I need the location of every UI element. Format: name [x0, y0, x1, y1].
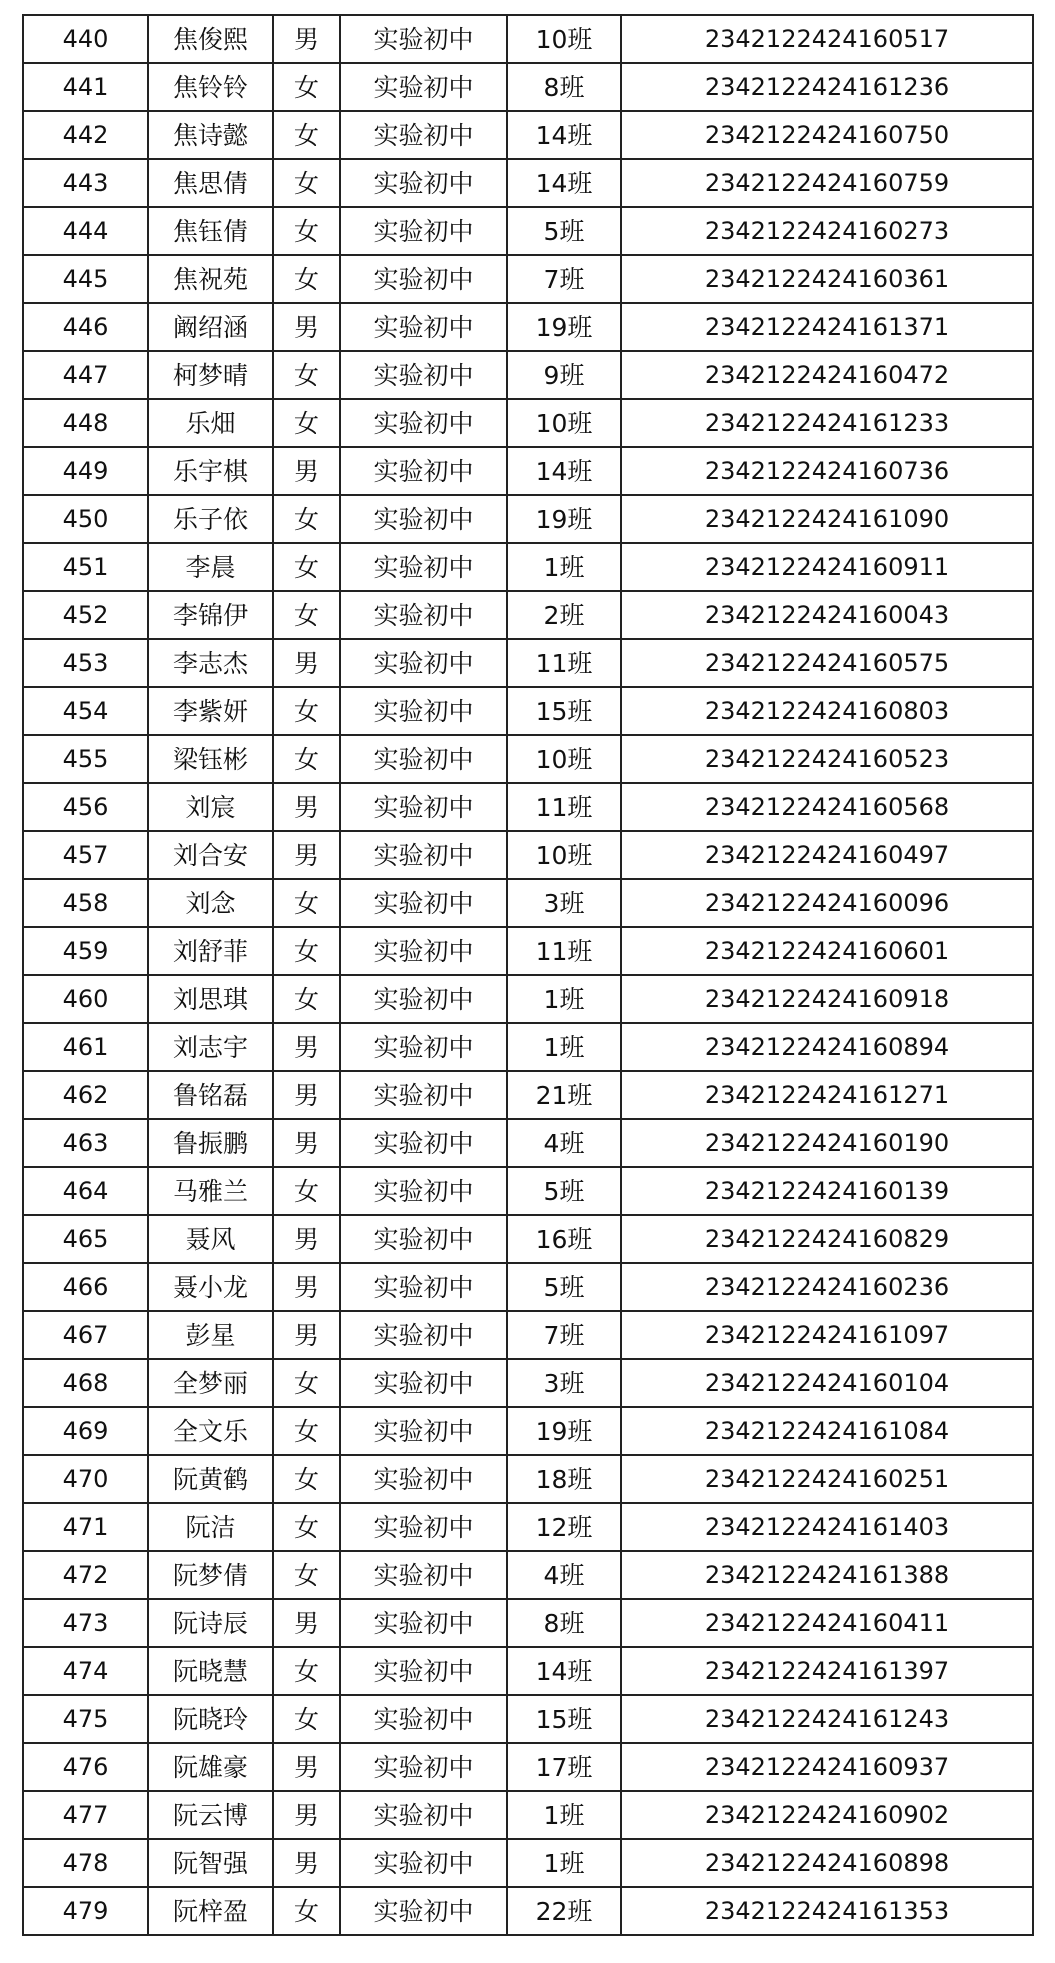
- student-name-cell: 全文乐: [148, 1407, 273, 1455]
- table-row: [23, 447, 1033, 495]
- school-cell: 实验初中: [340, 1647, 507, 1695]
- class-cell: 1班: [507, 543, 621, 591]
- roster-body: [23, 15, 1033, 1935]
- table-row: [23, 1551, 1033, 1599]
- student-name-cell: 柯梦晴: [148, 351, 273, 399]
- student-roster-table: [22, 14, 1034, 1936]
- table-row: [23, 399, 1033, 447]
- student-id-cell: 2342122424160918: [621, 975, 1033, 1023]
- student-id-cell: 2342122424160273: [621, 207, 1033, 255]
- row-number-cell: 479: [23, 1887, 148, 1935]
- row-number-cell: 460: [23, 975, 148, 1023]
- student-id-cell: 2342122424161403: [621, 1503, 1033, 1551]
- table-row: [23, 159, 1033, 207]
- class-cell: 8班: [507, 1599, 621, 1647]
- student-name-cell: 李晨: [148, 543, 273, 591]
- student-name-cell: 阮晓慧: [148, 1647, 273, 1695]
- gender-cell: 男: [273, 1023, 340, 1071]
- student-name-cell: 阮黄鹤: [148, 1455, 273, 1503]
- student-id-cell: 2342122424160411: [621, 1599, 1033, 1647]
- table-row: [23, 1839, 1033, 1887]
- student-id-cell: 2342122424160575: [621, 639, 1033, 687]
- school-cell: 实验初中: [340, 303, 507, 351]
- student-name-cell: 阮梓盈: [148, 1887, 273, 1935]
- student-id-cell: 2342122424161397: [621, 1647, 1033, 1695]
- table-row: [23, 1311, 1033, 1359]
- student-roster-page: [22, 14, 1032, 1936]
- class-cell: 4班: [507, 1551, 621, 1599]
- class-cell: 4班: [507, 1119, 621, 1167]
- row-number-cell: 461: [23, 1023, 148, 1071]
- student-name-cell: 刘思琪: [148, 975, 273, 1023]
- table-row: [23, 1407, 1033, 1455]
- table-row: [23, 543, 1033, 591]
- table-row: [23, 63, 1033, 111]
- student-name-cell: 焦诗懿: [148, 111, 273, 159]
- class-cell: 14班: [507, 1647, 621, 1695]
- school-cell: 实验初中: [340, 879, 507, 927]
- school-cell: 实验初中: [340, 399, 507, 447]
- class-cell: 22班: [507, 1887, 621, 1935]
- gender-cell: 男: [273, 447, 340, 495]
- school-cell: 实验初中: [340, 447, 507, 495]
- school-cell: 实验初中: [340, 591, 507, 639]
- gender-cell: 男: [273, 1839, 340, 1887]
- table-row: [23, 495, 1033, 543]
- row-number-cell: 467: [23, 1311, 148, 1359]
- table-row: [23, 879, 1033, 927]
- gender-cell: 女: [273, 879, 340, 927]
- row-number-cell: 452: [23, 591, 148, 639]
- class-cell: 21班: [507, 1071, 621, 1119]
- class-cell: 10班: [507, 15, 621, 63]
- row-number-cell: 445: [23, 255, 148, 303]
- gender-cell: 男: [273, 1119, 340, 1167]
- row-number-cell: 473: [23, 1599, 148, 1647]
- school-cell: 实验初中: [340, 927, 507, 975]
- gender-cell: 女: [273, 1551, 340, 1599]
- school-cell: 实验初中: [340, 1455, 507, 1503]
- gender-cell: 女: [273, 543, 340, 591]
- class-cell: 14班: [507, 447, 621, 495]
- student-id-cell: 2342122424160911: [621, 543, 1033, 591]
- school-cell: 实验初中: [340, 1503, 507, 1551]
- class-cell: 9班: [507, 351, 621, 399]
- class-cell: 19班: [507, 1407, 621, 1455]
- class-cell: 16班: [507, 1215, 621, 1263]
- class-cell: 1班: [507, 1839, 621, 1887]
- row-number-cell: 477: [23, 1791, 148, 1839]
- class-cell: 10班: [507, 399, 621, 447]
- row-number-cell: 447: [23, 351, 148, 399]
- student-id-cell: 2342122424160894: [621, 1023, 1033, 1071]
- class-cell: 3班: [507, 879, 621, 927]
- student-id-cell: 2342122424161271: [621, 1071, 1033, 1119]
- student-name-cell: 梁钰彬: [148, 735, 273, 783]
- school-cell: 实验初中: [340, 1359, 507, 1407]
- gender-cell: 女: [273, 1167, 340, 1215]
- school-cell: 实验初中: [340, 543, 507, 591]
- student-name-cell: 彭星: [148, 1311, 273, 1359]
- class-cell: 5班: [507, 1263, 621, 1311]
- row-number-cell: 441: [23, 63, 148, 111]
- student-id-cell: 2342122424160361: [621, 255, 1033, 303]
- student-id-cell: 2342122424160750: [621, 111, 1033, 159]
- class-cell: 17班: [507, 1743, 621, 1791]
- table-row: [23, 1599, 1033, 1647]
- student-name-cell: 鲁铭磊: [148, 1071, 273, 1119]
- gender-cell: 女: [273, 63, 340, 111]
- student-id-cell: 2342122424160497: [621, 831, 1033, 879]
- row-number-cell: 457: [23, 831, 148, 879]
- student-id-cell: 2342122424161353: [621, 1887, 1033, 1935]
- student-id-cell: 2342122424161236: [621, 63, 1033, 111]
- row-number-cell: 446: [23, 303, 148, 351]
- school-cell: 实验初中: [340, 831, 507, 879]
- student-id-cell: 2342122424160523: [621, 735, 1033, 783]
- student-name-cell: 刘志宇: [148, 1023, 273, 1071]
- gender-cell: 女: [273, 687, 340, 735]
- row-number-cell: 443: [23, 159, 148, 207]
- gender-cell: 女: [273, 111, 340, 159]
- student-id-cell: 2342122424161243: [621, 1695, 1033, 1743]
- row-number-cell: 478: [23, 1839, 148, 1887]
- school-cell: 实验初中: [340, 1263, 507, 1311]
- gender-cell: 女: [273, 1455, 340, 1503]
- gender-cell: 女: [273, 351, 340, 399]
- student-name-cell: 阮晓玲: [148, 1695, 273, 1743]
- gender-cell: 女: [273, 735, 340, 783]
- row-number-cell: 459: [23, 927, 148, 975]
- student-id-cell: 2342122424161097: [621, 1311, 1033, 1359]
- student-name-cell: 刘合安: [148, 831, 273, 879]
- school-cell: 实验初中: [340, 255, 507, 303]
- school-cell: 实验初中: [340, 15, 507, 63]
- row-number-cell: 456: [23, 783, 148, 831]
- gender-cell: 男: [273, 1791, 340, 1839]
- gender-cell: 女: [273, 159, 340, 207]
- student-name-cell: 刘舒菲: [148, 927, 273, 975]
- table-row: [23, 351, 1033, 399]
- gender-cell: 女: [273, 207, 340, 255]
- gender-cell: 女: [273, 1887, 340, 1935]
- row-number-cell: 451: [23, 543, 148, 591]
- student-id-cell: 2342122424160937: [621, 1743, 1033, 1791]
- table-row: [23, 1119, 1033, 1167]
- student-id-cell: 2342122424160759: [621, 159, 1033, 207]
- student-name-cell: 乐子依: [148, 495, 273, 543]
- student-name-cell: 全梦丽: [148, 1359, 273, 1407]
- student-name-cell: 焦钰倩: [148, 207, 273, 255]
- table-row: [23, 591, 1033, 639]
- gender-cell: 男: [273, 831, 340, 879]
- row-number-cell: 462: [23, 1071, 148, 1119]
- table-row: [23, 1743, 1033, 1791]
- gender-cell: 女: [273, 1503, 340, 1551]
- student-name-cell: 刘宸: [148, 783, 273, 831]
- row-number-cell: 475: [23, 1695, 148, 1743]
- student-name-cell: 聂小龙: [148, 1263, 273, 1311]
- row-number-cell: 471: [23, 1503, 148, 1551]
- class-cell: 14班: [507, 111, 621, 159]
- gender-cell: 女: [273, 255, 340, 303]
- table-row: [23, 1167, 1033, 1215]
- school-cell: 实验初中: [340, 1023, 507, 1071]
- student-name-cell: 阮洁: [148, 1503, 273, 1551]
- gender-cell: 女: [273, 399, 340, 447]
- table-row: [23, 975, 1033, 1023]
- school-cell: 实验初中: [340, 159, 507, 207]
- gender-cell: 女: [273, 1695, 340, 1743]
- table-row: [23, 303, 1033, 351]
- gender-cell: 男: [273, 1743, 340, 1791]
- school-cell: 实验初中: [340, 1167, 507, 1215]
- row-number-cell: 454: [23, 687, 148, 735]
- student-id-cell: 2342122424160236: [621, 1263, 1033, 1311]
- student-name-cell: 焦俊熙: [148, 15, 273, 63]
- class-cell: 11班: [507, 927, 621, 975]
- school-cell: 实验初中: [340, 207, 507, 255]
- student-name-cell: 乐畑: [148, 399, 273, 447]
- table-row: [23, 207, 1033, 255]
- row-number-cell: 470: [23, 1455, 148, 1503]
- class-cell: 11班: [507, 783, 621, 831]
- table-row: [23, 735, 1033, 783]
- student-id-cell: 2342122424161371: [621, 303, 1033, 351]
- school-cell: 实验初中: [340, 639, 507, 687]
- student-id-cell: 2342122424160104: [621, 1359, 1033, 1407]
- gender-cell: 女: [273, 591, 340, 639]
- row-number-cell: 448: [23, 399, 148, 447]
- gender-cell: 女: [273, 1647, 340, 1695]
- class-cell: 19班: [507, 303, 621, 351]
- gender-cell: 男: [273, 639, 340, 687]
- school-cell: 实验初中: [340, 1071, 507, 1119]
- class-cell: 1班: [507, 975, 621, 1023]
- table-row: [23, 1887, 1033, 1935]
- table-row: [23, 1215, 1033, 1263]
- student-name-cell: 鲁振鹏: [148, 1119, 273, 1167]
- gender-cell: 女: [273, 1359, 340, 1407]
- table-row: [23, 1503, 1033, 1551]
- gender-cell: 男: [273, 1071, 340, 1119]
- school-cell: 实验初中: [340, 1407, 507, 1455]
- row-number-cell: 450: [23, 495, 148, 543]
- student-id-cell: 2342122424160472: [621, 351, 1033, 399]
- class-cell: 7班: [507, 1311, 621, 1359]
- school-cell: 实验初中: [340, 783, 507, 831]
- student-name-cell: 阮智强: [148, 1839, 273, 1887]
- class-cell: 8班: [507, 63, 621, 111]
- school-cell: 实验初中: [340, 735, 507, 783]
- school-cell: 实验初中: [340, 495, 507, 543]
- class-cell: 18班: [507, 1455, 621, 1503]
- class-cell: 2班: [507, 591, 621, 639]
- student-id-cell: 2342122424160601: [621, 927, 1033, 975]
- class-cell: 1班: [507, 1023, 621, 1071]
- student-name-cell: 聂风: [148, 1215, 273, 1263]
- table-row: [23, 1455, 1033, 1503]
- row-number-cell: 472: [23, 1551, 148, 1599]
- student-id-cell: 2342122424160902: [621, 1791, 1033, 1839]
- class-cell: 1班: [507, 1791, 621, 1839]
- class-cell: 15班: [507, 687, 621, 735]
- student-name-cell: 焦祝苑: [148, 255, 273, 303]
- table-row: [23, 1647, 1033, 1695]
- table-row: [23, 927, 1033, 975]
- school-cell: 实验初中: [340, 1119, 507, 1167]
- class-cell: 15班: [507, 1695, 621, 1743]
- table-row: [23, 1263, 1033, 1311]
- student-name-cell: 焦思倩: [148, 159, 273, 207]
- student-id-cell: 2342122424160803: [621, 687, 1033, 735]
- table-row: [23, 1791, 1033, 1839]
- gender-cell: 女: [273, 975, 340, 1023]
- student-id-cell: 2342122424160251: [621, 1455, 1033, 1503]
- gender-cell: 男: [273, 15, 340, 63]
- student-id-cell: 2342122424160517: [621, 15, 1033, 63]
- student-id-cell: 2342122424160139: [621, 1167, 1033, 1215]
- class-cell: 11班: [507, 639, 621, 687]
- student-name-cell: 李紫妍: [148, 687, 273, 735]
- row-number-cell: 463: [23, 1119, 148, 1167]
- table-row: [23, 1695, 1033, 1743]
- student-id-cell: 2342122424160043: [621, 591, 1033, 639]
- school-cell: 实验初中: [340, 1887, 507, 1935]
- row-number-cell: 449: [23, 447, 148, 495]
- student-name-cell: 马雅兰: [148, 1167, 273, 1215]
- school-cell: 实验初中: [340, 351, 507, 399]
- student-id-cell: 2342122424160190: [621, 1119, 1033, 1167]
- student-name-cell: 焦铃铃: [148, 63, 273, 111]
- class-cell: 14班: [507, 159, 621, 207]
- school-cell: 实验初中: [340, 1599, 507, 1647]
- student-id-cell: 2342122424161233: [621, 399, 1033, 447]
- class-cell: 3班: [507, 1359, 621, 1407]
- table-row: [23, 111, 1033, 159]
- gender-cell: 男: [273, 1311, 340, 1359]
- row-number-cell: 469: [23, 1407, 148, 1455]
- gender-cell: 男: [273, 1263, 340, 1311]
- school-cell: 实验初中: [340, 1791, 507, 1839]
- school-cell: 实验初中: [340, 111, 507, 159]
- school-cell: 实验初中: [340, 975, 507, 1023]
- row-number-cell: 453: [23, 639, 148, 687]
- student-name-cell: 阮云博: [148, 1791, 273, 1839]
- student-name-cell: 阮诗辰: [148, 1599, 273, 1647]
- student-id-cell: 2342122424161090: [621, 495, 1033, 543]
- student-name-cell: 乐宇棋: [148, 447, 273, 495]
- student-name-cell: 阚绍涵: [148, 303, 273, 351]
- row-number-cell: 440: [23, 15, 148, 63]
- school-cell: 实验初中: [340, 1743, 507, 1791]
- student-name-cell: 李锦伊: [148, 591, 273, 639]
- row-number-cell: 455: [23, 735, 148, 783]
- school-cell: 实验初中: [340, 1551, 507, 1599]
- student-name-cell: 阮雄豪: [148, 1743, 273, 1791]
- student-id-cell: 2342122424160568: [621, 783, 1033, 831]
- row-number-cell: 442: [23, 111, 148, 159]
- student-id-cell: 2342122424161388: [621, 1551, 1033, 1599]
- student-id-cell: 2342122424160096: [621, 879, 1033, 927]
- class-cell: 10班: [507, 735, 621, 783]
- table-row: [23, 783, 1033, 831]
- class-cell: 7班: [507, 255, 621, 303]
- gender-cell: 男: [273, 783, 340, 831]
- table-row: [23, 1071, 1033, 1119]
- school-cell: 实验初中: [340, 687, 507, 735]
- school-cell: 实验初中: [340, 1695, 507, 1743]
- student-name-cell: 李志杰: [148, 639, 273, 687]
- gender-cell: 男: [273, 1215, 340, 1263]
- table-row: [23, 255, 1033, 303]
- class-cell: 19班: [507, 495, 621, 543]
- row-number-cell: 466: [23, 1263, 148, 1311]
- student-id-cell: 2342122424160736: [621, 447, 1033, 495]
- school-cell: 实验初中: [340, 63, 507, 111]
- class-cell: 5班: [507, 1167, 621, 1215]
- gender-cell: 女: [273, 927, 340, 975]
- gender-cell: 女: [273, 495, 340, 543]
- class-cell: 5班: [507, 207, 621, 255]
- table-row: [23, 639, 1033, 687]
- row-number-cell: 476: [23, 1743, 148, 1791]
- row-number-cell: 444: [23, 207, 148, 255]
- student-id-cell: 2342122424160898: [621, 1839, 1033, 1887]
- student-name-cell: 刘念: [148, 879, 273, 927]
- class-cell: 10班: [507, 831, 621, 879]
- gender-cell: 女: [273, 1407, 340, 1455]
- row-number-cell: 474: [23, 1647, 148, 1695]
- row-number-cell: 465: [23, 1215, 148, 1263]
- gender-cell: 男: [273, 1599, 340, 1647]
- table-row: [23, 1023, 1033, 1071]
- student-id-cell: 2342122424160829: [621, 1215, 1033, 1263]
- table-row: [23, 1359, 1033, 1407]
- class-cell: 12班: [507, 1503, 621, 1551]
- row-number-cell: 464: [23, 1167, 148, 1215]
- gender-cell: 男: [273, 303, 340, 351]
- row-number-cell: 458: [23, 879, 148, 927]
- table-row: [23, 15, 1033, 63]
- school-cell: 实验初中: [340, 1839, 507, 1887]
- row-number-cell: 468: [23, 1359, 148, 1407]
- school-cell: 实验初中: [340, 1311, 507, 1359]
- student-id-cell: 2342122424161084: [621, 1407, 1033, 1455]
- table-row: [23, 687, 1033, 735]
- table-row: [23, 831, 1033, 879]
- school-cell: 实验初中: [340, 1215, 507, 1263]
- student-name-cell: 阮梦倩: [148, 1551, 273, 1599]
